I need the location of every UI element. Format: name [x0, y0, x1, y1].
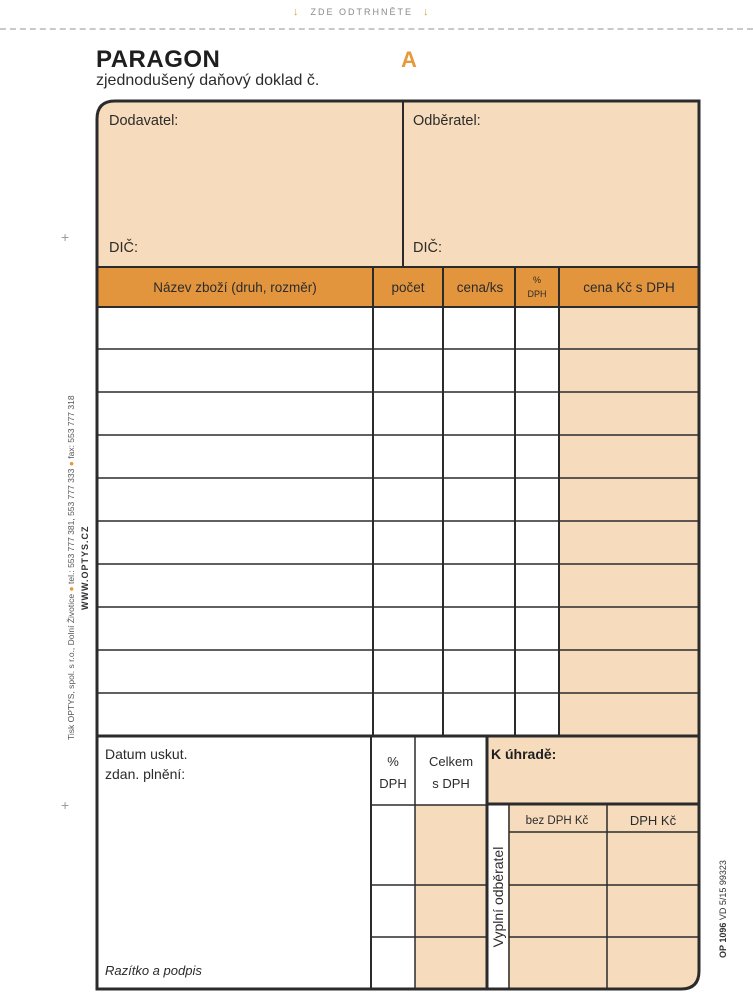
supplier-label: Dodavatel:: [109, 113, 179, 129]
col-total-header: cena Kč s DPH: [583, 280, 675, 295]
receipt-form: [95, 99, 701, 991]
form-version: VD 5/15 99323: [718, 860, 728, 921]
printer-info: Tisk OPTYS, spol. s r.o., Dolní Životice ● tel.: 553 777 381, 553 777 333 ● fax: 553 777 318: [66, 395, 76, 740]
vat-pct-label: %: [387, 754, 399, 769]
item-table-columns: [373, 267, 559, 735]
col-vat-pct-header: %: [532, 275, 542, 285]
printer-company: Tisk OPTYS, spol. s r.o., Dolní Životice: [66, 593, 76, 740]
col-qty-header: počet: [391, 280, 425, 295]
total-with-vat-label-2: s DPH: [432, 776, 470, 791]
tear-off-label: [283, 6, 441, 18]
vat-pct-label-2: DPH: [379, 776, 407, 791]
date-label-line2: zdan. plnění:: [105, 766, 186, 782]
supplier-dic-label: DIČ:: [109, 240, 138, 256]
tear-off-text: ZDE ODTRHNĚTE: [310, 7, 413, 17]
col-name-header: Název zboží (druh, rozměr): [153, 280, 317, 295]
down-arrow-icon: ↓: [293, 6, 301, 18]
down-arrow-icon: ↓: [423, 6, 431, 18]
without-vat-label: bez DPH Kč: [525, 815, 589, 827]
parties-background: [97, 101, 699, 267]
register-mark: +: [61, 797, 70, 813]
customer-label: Odběratel:: [413, 113, 481, 129]
copy-letter: A: [401, 47, 417, 72]
form-code: [718, 860, 728, 958]
vat-amount-label: DPH Kč: [629, 813, 677, 828]
register-mark: +: [61, 229, 70, 245]
printer-phone: tel.: 553 777 381, 553 777 333: [66, 468, 76, 584]
stamp-signature-label: Razítko a podpis: [105, 963, 202, 978]
form-subtitle: zjednodušený daňový doklad č.: [96, 72, 320, 89]
col-unit-price-header: cena/ks: [456, 280, 504, 295]
to-pay-label: K úhradě:: [491, 746, 557, 762]
printer-fax: fax: 553 777 318: [66, 395, 76, 459]
printer-website: WWW.OPTYS.CZ: [80, 525, 90, 610]
form-title: PARAGON: [96, 46, 221, 73]
customer-dic-label: DIČ:: [413, 240, 442, 256]
fill-customer-label: Vyplní odběratel: [490, 846, 506, 948]
total-vat-background: [415, 805, 487, 989]
col-vat-pct-header-2: DPH: [527, 289, 547, 299]
date-label-line1: Datum uskut.: [105, 746, 188, 762]
form-number: OP 1096: [718, 922, 728, 958]
total-with-vat-label: Celkem: [428, 754, 474, 769]
tear-off-line: [0, 28, 753, 30]
